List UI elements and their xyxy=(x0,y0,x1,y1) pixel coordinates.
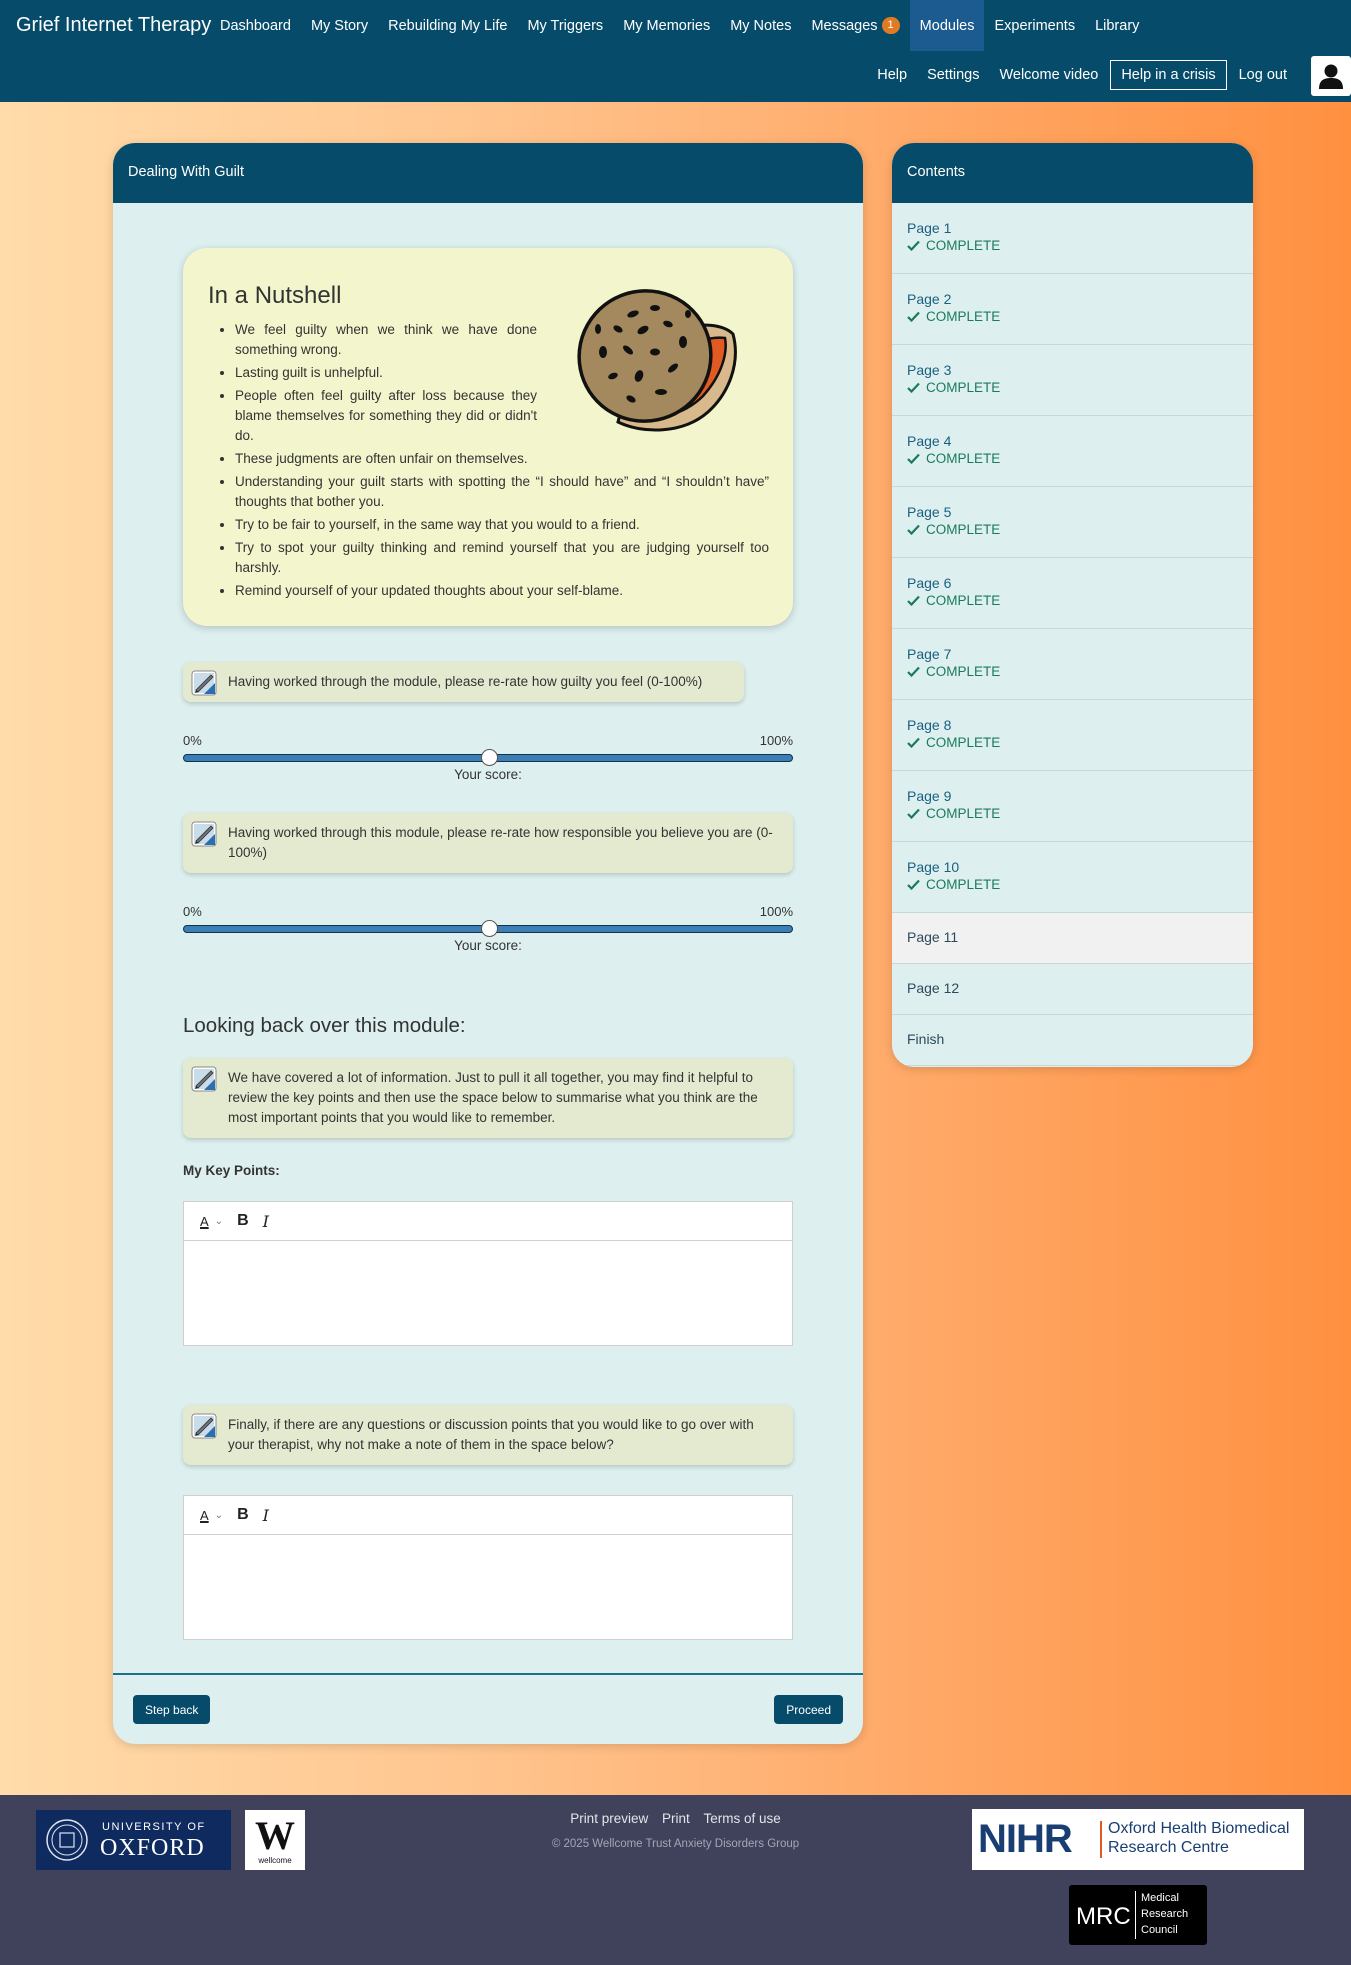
contents-item-label: Page 2 xyxy=(907,291,952,307)
nutshell-box xyxy=(183,248,793,626)
nutshell-point: • People often feel guilty after loss because they blame themselves for something they did or didn't do. xyxy=(235,386,537,446)
module-nav-footer xyxy=(113,1673,863,1744)
contents-item[interactable] xyxy=(892,1015,1253,1066)
check-icon xyxy=(907,737,920,748)
nav-dashboard-label: Dashboard xyxy=(220,17,291,34)
complete-status xyxy=(907,309,1238,324)
nav-my-story[interactable] xyxy=(301,0,378,51)
slider-min-label: 0% xyxy=(183,904,202,919)
walnut-illustration xyxy=(573,284,743,439)
complete-status xyxy=(907,238,1238,253)
nutshell-point: • We feel guilty when we think we have done something wrong. xyxy=(235,320,537,360)
site-footer xyxy=(0,1795,1351,1965)
logout-link[interactable]: Log out xyxy=(1238,67,1287,83)
editor-toolbar xyxy=(184,1496,792,1535)
mrc-logo-text-1: Medical xyxy=(1141,1892,1179,1904)
contents-item-label: Page 12 xyxy=(907,980,960,996)
italic-button[interactable] xyxy=(259,1210,273,1233)
complete-status xyxy=(907,806,1238,821)
secondary-nav xyxy=(867,58,1297,92)
complete-status-text: COMPLETE xyxy=(926,877,1001,892)
nav-my-triggers[interactable] xyxy=(517,0,613,51)
top-navbar xyxy=(0,0,1351,102)
nav-my-memories-label: My Memories xyxy=(623,17,711,34)
contents-item[interactable] xyxy=(892,345,1253,416)
contents-item-label: Page 3 xyxy=(907,362,952,378)
mrc-logo-text-3: Council xyxy=(1141,1924,1178,1936)
bold-button[interactable] xyxy=(233,1504,253,1526)
nutshell-point: • Understanding your guilt starts with spotting the “I should have” and “I shouldn’t have” thoughts that bother you. xyxy=(235,472,769,512)
nav-rebuilding-label: Rebuilding My Life xyxy=(388,17,508,34)
nihr-logo-mark: NIHR xyxy=(978,1817,1072,1861)
contents-list xyxy=(892,203,1253,1066)
responsibility-rating-question xyxy=(183,813,793,873)
responsibility-slider-handle[interactable] xyxy=(481,920,498,937)
user-menu-button[interactable] xyxy=(1311,56,1351,96)
oxford-logo-main: OXFORD xyxy=(100,1835,205,1861)
contents-item-label: Page 10 xyxy=(907,859,960,875)
discussion-input[interactable] xyxy=(184,1535,792,1639)
review-heading: Looking back over this module: xyxy=(183,1014,466,1037)
complete-status xyxy=(907,593,1238,608)
guilt-slider[interactable] xyxy=(183,754,793,762)
contents-item[interactable] xyxy=(892,203,1253,274)
bold-button[interactable] xyxy=(233,1210,253,1232)
complete-status-text: COMPLETE xyxy=(926,664,1001,679)
guilt-score-label: Your score: xyxy=(454,767,522,782)
contents-item-label: Page 1 xyxy=(907,220,952,236)
contents-item[interactable] xyxy=(892,913,1253,964)
italic-icon: I xyxy=(262,1211,269,1231)
italic-icon: I xyxy=(262,1505,269,1525)
check-icon xyxy=(907,240,920,251)
contents-item[interactable] xyxy=(892,487,1253,558)
guilt-rating-question xyxy=(183,662,744,702)
contents-item[interactable] xyxy=(892,964,1253,1015)
complete-status-text: COMPLETE xyxy=(926,593,1001,608)
contents-item[interactable] xyxy=(892,842,1253,913)
text-color-icon: A xyxy=(200,1507,209,1523)
nav-modules-label: Modules xyxy=(919,17,975,34)
nutshell-point: • Remind yourself of your updated thoughts about your self-blame. xyxy=(235,581,769,601)
nav-my-memories[interactable] xyxy=(613,0,720,51)
nutshell-point: • Try to be fair to yourself, in the same way that you would to a friend. xyxy=(235,515,769,535)
responsibility-slider-block xyxy=(183,904,793,953)
main-nav xyxy=(210,0,1149,51)
help-in-crisis-button[interactable]: Help in a crisis xyxy=(1110,60,1226,90)
contents-sidebar xyxy=(892,143,1253,1067)
user-icon xyxy=(1316,61,1346,91)
pen-paper-icon xyxy=(190,669,218,697)
nihr-logo-text-1: Oxford Health Biomedical xyxy=(1108,1820,1290,1837)
responsibility-rating-text: Having worked through this module, please re-rate how responsible you believe you are (0-100%) xyxy=(228,825,773,860)
complete-status xyxy=(907,664,1238,679)
complete-status xyxy=(907,522,1238,537)
module-panel xyxy=(113,143,863,1744)
mrc-logo-text-2: Research xyxy=(1141,1908,1189,1920)
contents-item-label: Page 9 xyxy=(907,788,952,804)
italic-button[interactable] xyxy=(259,1504,273,1527)
review-prompt-text: We have covered a lot of information. Just to pull it all together, you may find it helpful to review the key points and then use the space below to summarise what you think are the most important points that you would like to remember. xyxy=(228,1070,758,1125)
nav-experiments[interactable] xyxy=(984,0,1085,51)
contents-item[interactable] xyxy=(892,700,1253,771)
check-icon xyxy=(907,666,920,677)
nav-modules[interactable] xyxy=(910,0,985,51)
nav-my-triggers-label: My Triggers xyxy=(527,17,604,34)
nav-rebuilding-my-life[interactable] xyxy=(378,0,517,51)
guilt-rating-text: Having worked through the module, please re-rate how guilty you feel (0-100%) xyxy=(228,674,703,689)
complete-status xyxy=(907,877,1238,892)
slider-max-label: 100% xyxy=(759,733,793,748)
text-color-button[interactable] xyxy=(196,1506,227,1525)
guilt-slider-block xyxy=(183,733,793,782)
check-icon xyxy=(907,524,920,535)
complete-status-text: COMPLETE xyxy=(926,451,1001,466)
complete-status xyxy=(907,451,1238,466)
discussion-prompt xyxy=(183,1405,793,1465)
complete-status xyxy=(907,380,1238,395)
nav-messages[interactable] xyxy=(801,0,909,51)
proceed-button[interactable]: Proceed xyxy=(774,1695,843,1724)
nutshell-point: • Try to spot your guilty thinking and remind yourself that you are judging yourself too harshly. xyxy=(235,538,769,578)
key-points-input[interactable] xyxy=(184,1241,792,1345)
guilt-slider-handle[interactable] xyxy=(481,749,498,766)
contents-item-label: Page 11 xyxy=(907,929,959,945)
step-back-button[interactable]: Step back xyxy=(133,1695,210,1724)
discussion-prompt-text: Finally, if there are any questions or discussion points that you would like to go over with your therapist, why not make a note of them in the space below? xyxy=(228,1417,754,1452)
help-link[interactable]: Help xyxy=(877,67,908,83)
contents-item-label: Finish xyxy=(907,1031,945,1047)
check-icon xyxy=(907,311,920,322)
check-icon xyxy=(907,879,920,890)
complete-status-text: COMPLETE xyxy=(926,309,1001,324)
nihr-divider xyxy=(1100,1821,1102,1858)
contents-item[interactable] xyxy=(892,629,1253,700)
mrc-logo xyxy=(1069,1885,1207,1945)
contents-item-label: Page 6 xyxy=(907,575,952,591)
nutshell-point: • These judgments are often unfair on themselves. xyxy=(235,449,769,469)
pen-paper-icon xyxy=(190,1065,218,1093)
contents-item-label: Page 4 xyxy=(907,433,952,449)
nav-library-label: Library xyxy=(1095,17,1140,34)
messages-count-badge: 1 xyxy=(882,17,900,34)
nihr-logo-text-2: Research Centre xyxy=(1108,1839,1229,1856)
print-preview-link[interactable]: Print preview xyxy=(570,1811,649,1826)
nutshell-heading: In a Nutshell xyxy=(208,282,342,309)
contents-title: Contents xyxy=(892,143,1253,203)
nav-my-notes-label: My Notes xyxy=(730,17,792,34)
pen-paper-icon xyxy=(190,820,218,848)
nav-library[interactable] xyxy=(1085,0,1149,51)
check-icon xyxy=(907,453,920,464)
module-title: Dealing With Guilt xyxy=(113,143,863,203)
key-points-label: My Key Points: xyxy=(183,1163,280,1178)
welcome-video-link[interactable]: Welcome video xyxy=(999,67,1099,83)
nav-my-notes[interactable] xyxy=(720,0,801,51)
nav-messages-label: Messages xyxy=(811,17,878,34)
check-icon xyxy=(907,382,920,393)
contents-item-label: Page 5 xyxy=(907,504,952,520)
editor-toolbar xyxy=(184,1202,792,1241)
mrc-logo-mark: MRC xyxy=(1076,1903,1131,1930)
complete-status-text: COMPLETE xyxy=(926,735,1001,750)
bold-icon: B xyxy=(237,1212,249,1229)
complete-status-text: COMPLETE xyxy=(926,806,1001,821)
text-color-button[interactable] xyxy=(196,1212,227,1231)
complete-status-text: COMPLETE xyxy=(926,522,1001,537)
text-color-icon: A xyxy=(200,1213,209,1229)
settings-link[interactable]: Settings xyxy=(927,67,980,83)
nutshell-point: • Lasting guilt is unhelpful. xyxy=(235,363,537,383)
pen-paper-icon xyxy=(190,1412,218,1440)
wellcome-logo-mark: W xyxy=(255,1812,295,1858)
terms-of-use-link[interactable]: Terms of use xyxy=(703,1811,781,1826)
wellcome-logo-text: wellcome xyxy=(258,1855,292,1865)
print-link[interactable]: Print xyxy=(661,1811,690,1826)
contents-item-label: Page 7 xyxy=(907,646,952,662)
check-icon xyxy=(907,808,920,819)
contents-item[interactable] xyxy=(892,274,1253,345)
nav-my-story-label: My Story xyxy=(310,17,369,34)
contents-item[interactable] xyxy=(892,771,1253,842)
nav-experiments-label: Experiments xyxy=(994,17,1076,34)
responsibility-slider[interactable] xyxy=(183,925,793,933)
complete-status-text: COMPLETE xyxy=(926,380,1001,395)
bold-icon: B xyxy=(237,1506,249,1523)
slider-min-label: 0% xyxy=(183,733,202,748)
contents-item[interactable] xyxy=(892,416,1253,487)
oxford-logo-top: UNIVERSITY OF xyxy=(102,1821,206,1833)
contents-item-label: Page 8 xyxy=(907,717,952,733)
chevron-down-icon: ⌄ xyxy=(214,1215,224,1227)
mrc-divider xyxy=(1135,1891,1136,1939)
complete-status-text: COMPLETE xyxy=(926,238,1001,253)
app-brand[interactable]: Grief Internet Therapy xyxy=(16,14,212,36)
responsibility-score-label: Your score: xyxy=(454,938,522,953)
slider-max-label: 100% xyxy=(759,904,793,919)
chevron-down-icon: ⌄ xyxy=(214,1509,224,1521)
review-prompt xyxy=(183,1058,793,1138)
nav-dashboard[interactable] xyxy=(210,0,301,51)
copyright: © 2025 Wellcome Trust Anxiety Disorders Group xyxy=(551,1838,800,1850)
discussion-editor xyxy=(183,1495,793,1640)
key-points-editor xyxy=(183,1201,793,1346)
check-icon xyxy=(907,595,920,606)
nihr-logo xyxy=(972,1809,1304,1870)
contents-item[interactable] xyxy=(892,558,1253,629)
complete-status xyxy=(907,735,1238,750)
